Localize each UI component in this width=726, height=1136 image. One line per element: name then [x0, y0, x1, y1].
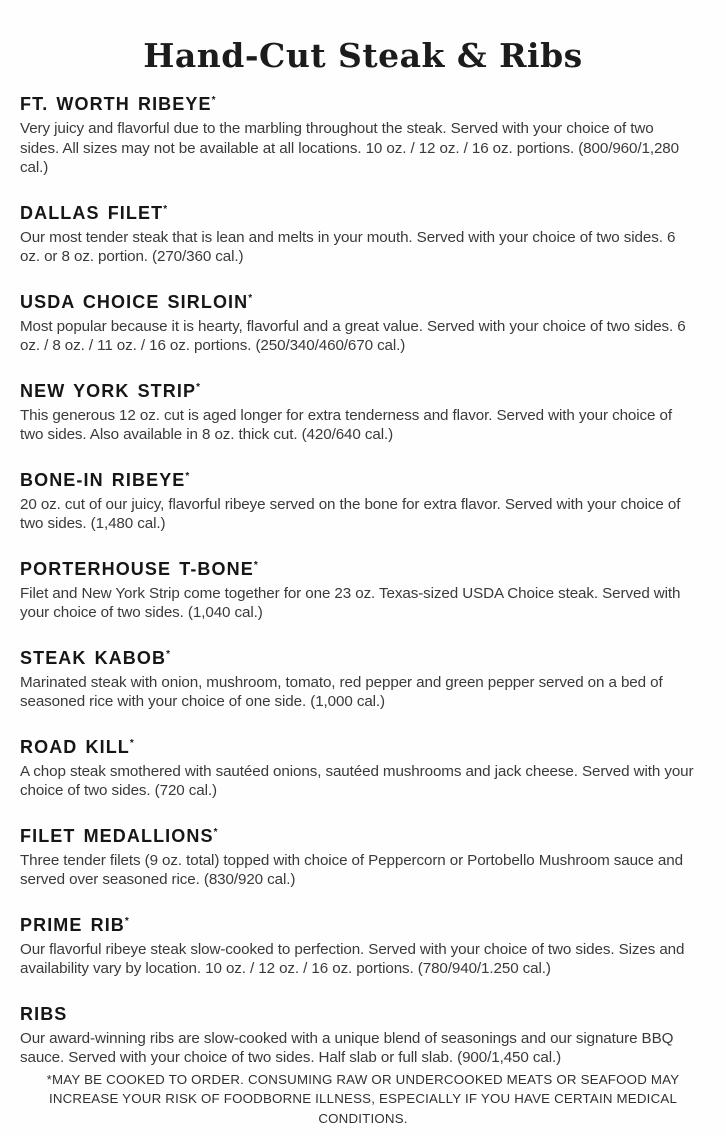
asterisk-mark: *: [166, 648, 171, 660]
asterisk-mark: *: [196, 381, 200, 393]
menu-item: [20, 380, 706, 445]
menu-item-name: PORTERHOUSE T-BONE: [20, 558, 254, 579]
menu-item-heading: [20, 469, 706, 491]
menu-item-description: Our most tender steak that is lean and melts in your mouth. Served with your choice of two sides. 6 oz. or 8 oz. portion. (270/360 cal.): [20, 228, 676, 265]
menu-item-description: Very juicy and flavorful due to the marbling throughout the steak. Served with your choice of two sides. All sizes may not be available at all locations. 10 oz. / 12 oz. / 16 oz. portions. (800/960/1,280 cal.): [20, 120, 679, 176]
menu-item: [20, 202, 706, 267]
menu-item-heading: [20, 914, 706, 936]
menu-item: [20, 736, 706, 801]
menu-item-description: Marinated steak with onion, mushroom, tomato, red pepper and green pepper served on a bed of seasoned rice with your choice of one side. (1,000 cal.): [20, 673, 663, 710]
menu-item-name: FILET MEDALLIONS: [20, 825, 214, 846]
menu-item-heading: [20, 558, 706, 580]
menu-item: [20, 1003, 706, 1068]
asterisk-mark: *: [163, 203, 168, 215]
menu-item: [20, 93, 706, 178]
asterisk-mark: *: [211, 95, 216, 106]
menu-item-name: DALLAS FILET: [20, 202, 164, 223]
asterisk-mark: *: [253, 559, 258, 571]
asterisk-mark: *: [185, 470, 190, 482]
menu-item: [20, 469, 706, 534]
asterisk-mark: *: [248, 292, 253, 304]
menu-item-heading: [20, 380, 706, 402]
menu-item: [20, 825, 706, 890]
menu-item: [20, 291, 706, 356]
menu-item-description: Our flavorful ribeye steak slow-cooked to perfection. Served with your choice of two sides. Sizes and availability vary by location. 10 oz. / 12 oz. / 16 oz. portions. (780/940/1.250 cal.): [20, 940, 685, 977]
menu-item-heading: [20, 1003, 706, 1025]
menu-item-heading: [20, 93, 706, 115]
menu-items: [20, 93, 706, 1068]
menu-item-name: BONE-IN RIBEYE: [20, 469, 186, 490]
menu-item: [20, 647, 706, 712]
menu-item-description: Most popular because it is hearty, flavorful and a great value. Served with your choice of two sides. 6 oz. / 8 oz. / 11 oz. / 16 oz. portions. (250/340/460/670 cal.): [20, 317, 686, 354]
menu-item-name: NEW YORK STRIP: [20, 380, 197, 401]
menu-item-name: USDA CHOICE SIRLOIN: [20, 291, 249, 312]
menu-item-heading: [20, 202, 706, 224]
page-title: Hand-Cut Steak & Ribs: [143, 36, 583, 75]
menu-item-description: Filet and New York Strip come together for one 23 oz. Texas-sized USDA Choice steak. Served with your choice of two sides. (1,040 cal.): [20, 584, 681, 621]
asterisk-mark: *: [213, 826, 218, 838]
menu-item-description: Our award-winning ribs are slow-cooked with a unique blend of seasonings and our signature BBQ sauce. Served with your choice of two sides. Half slab or full slab. (900/1,450 cal.): [20, 1029, 674, 1066]
menu-item-name: PRIME RIB: [20, 914, 125, 935]
menu-item-name: STEAK KABOB: [20, 647, 167, 668]
asterisk-mark: *: [129, 737, 134, 749]
menu-item-name: FT. WORTH RIBEYE: [20, 94, 212, 114]
menu-item-name: RIBS: [20, 1003, 68, 1024]
asterisk-mark: *: [124, 915, 129, 927]
menu-item-heading: [20, 825, 706, 847]
disclaimer-text: *MAY BE COOKED TO ORDER. CONSUMING RAW OR UNDERCOOKED MEATS OR SEAFOOD MAY INCREASE YOUR RISK OF FOODBORNE ILLNESS, ESPECIALLY IF YOU HAVE CERTAIN MEDICAL CONDITIONS.: [46, 1071, 680, 1126]
menu-item: [20, 558, 706, 623]
menu-item: [20, 914, 706, 979]
menu-item-heading: [20, 647, 706, 669]
menu-item-description: 20 oz. cut of our juicy, flavorful ribeye served on the bone for extra flavor. Served with your choice of two sides. (1,480 cal.): [20, 495, 681, 532]
menu-item-description: A chop steak smothered with sautéed onions, sautéed mushrooms and jack cheese. Served with your choice of two sides. (720 cal.): [20, 762, 694, 799]
menu-item-name: ROAD KILL: [20, 736, 130, 757]
menu-item-heading: [20, 291, 706, 313]
menu-item-description: Three tender filets (9 oz. total) topped with choice of Peppercorn or Portobello Mushroom sauce and served over seasoned rice. (830/920 cal.): [20, 851, 683, 888]
menu-item-description: This generous 12 oz. cut is aged longer for extra tenderness and flavor. Served with your choice of two sides. Also available in 8 oz. thick cut. (420/640 cal.): [20, 406, 672, 443]
menu-item-heading: [20, 736, 706, 758]
